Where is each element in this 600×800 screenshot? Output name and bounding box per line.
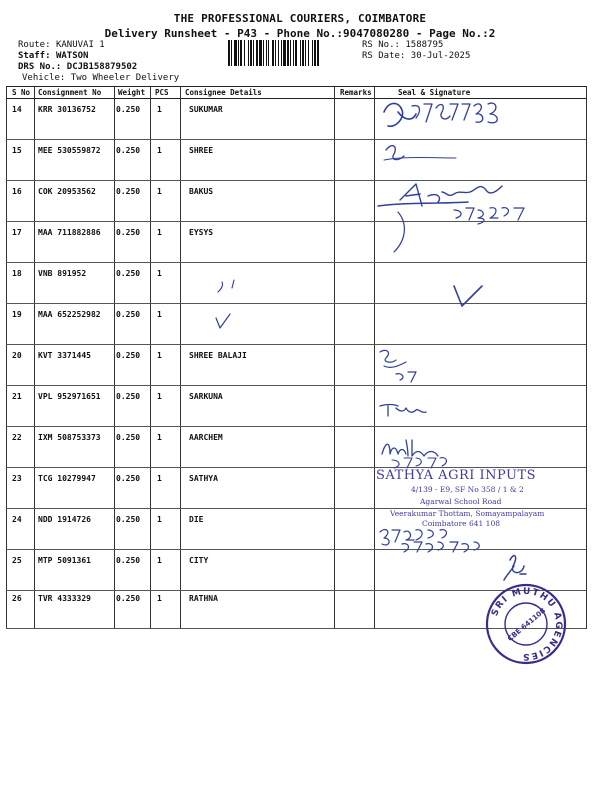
cell-weight: 0.250 [116, 187, 141, 196]
cell-pcs: 1 [157, 515, 162, 524]
cell-pcs: 1 [157, 594, 162, 603]
cell-consignment: TVR 4333329 [38, 594, 91, 603]
table-row [6, 386, 586, 427]
table-row [6, 263, 586, 304]
rs-no-label: RS No.: [362, 40, 400, 50]
sathya-stamp-line3: Veerakumar Thottam, Somayampalayam [390, 509, 545, 518]
rs-date-value: 30-Jul-2025 [410, 51, 471, 61]
cell-pcs: 1 [157, 556, 162, 565]
cell-consignee: SATHYA [189, 474, 218, 483]
cell-consignee: SHREE [189, 146, 214, 155]
cell-weight: 0.250 [116, 105, 141, 114]
cell-sno: 21 [12, 392, 22, 401]
cell-weight: 0.250 [116, 433, 141, 442]
sathya-stamp-name: SATHYA AGRI INPUTS [376, 468, 537, 483]
table-row [6, 99, 586, 140]
staff-label: Staff: [18, 51, 51, 61]
route-label: Route: [18, 40, 51, 50]
cell-weight: 0.250 [116, 594, 141, 603]
cell-weight: 0.250 [116, 228, 141, 237]
table-row [6, 140, 586, 181]
cell-consignment: COK 20953562 [38, 187, 96, 196]
cell-consignee: DIE [189, 515, 204, 524]
cell-consignee: SHREE BALAJI [189, 351, 247, 360]
cell-consignment: VNB 891952 [38, 269, 87, 278]
cell-consignment: KRR 30136752 [38, 105, 96, 114]
cell-consignee: RATHNA [189, 594, 218, 603]
staff-value: WATSON [55, 51, 89, 61]
header-weight: Weight [118, 88, 146, 97]
sathya-stamp-line1: 4/139 - E9, SF No 358 / 1 & 2 [411, 485, 524, 494]
cell-consignment: KVT 3371445 [38, 351, 91, 360]
cell-pcs: 1 [157, 187, 162, 196]
table-row [6, 427, 586, 468]
cell-weight: 0.250 [116, 556, 141, 565]
drs-label: DRS No.: [18, 62, 62, 72]
cell-pcs: 1 [157, 146, 162, 155]
cell-weight: 0.250 [116, 392, 141, 401]
cell-pcs: 1 [157, 433, 162, 442]
rs-date-field [362, 51, 470, 61]
cell-consignment: MAA 711882886 [38, 228, 101, 237]
drs-value: DCJB158879502 [66, 62, 138, 72]
cell-weight: 0.250 [116, 310, 141, 319]
route-value: KANUVAI 1 [55, 40, 105, 50]
cell-sno: 22 [12, 433, 22, 442]
cell-pcs: 1 [157, 351, 162, 360]
cell-sno: 25 [12, 556, 22, 565]
cell-consignment: TCG 10279947 [38, 474, 96, 483]
cell-weight: 0.250 [116, 351, 141, 360]
cell-consignee: SARKUNA [189, 392, 223, 401]
document-subtitle: Delivery Runsheet - P43 - Phone No.:9047080280 - Page No.:2 [104, 27, 496, 40]
cell-weight: 0.250 [116, 269, 141, 278]
cell-sno: 17 [12, 228, 22, 237]
round-stamp-center: CBE 641108 [506, 606, 548, 643]
sathya-stamp-line4: Coimbatore 641 108 [422, 519, 500, 528]
header-seal: Seal & Signature [398, 88, 471, 97]
table-row [6, 181, 586, 222]
cell-consignee: CITY [189, 556, 209, 565]
cell-weight: 0.250 [116, 474, 141, 483]
table-row [6, 222, 586, 263]
cell-pcs: 1 [157, 474, 162, 483]
cell-sno: 18 [12, 269, 22, 278]
route-field [18, 40, 105, 50]
cell-consignment: MTP 5091361 [38, 556, 91, 565]
cell-consignee: EYSYS [189, 228, 214, 237]
header-sno: S No [12, 88, 31, 97]
document-title: THE PROFESSIONAL COURIERS, COIMBATORE [173, 12, 427, 25]
column-line [586, 86, 587, 629]
cell-consignment: NDD 1914726 [38, 515, 91, 524]
vehicle-label: Vehicle: [22, 73, 66, 83]
header-pcs: PCS [155, 88, 169, 97]
table-row [6, 345, 586, 386]
cell-sno: 26 [12, 594, 22, 603]
table-top-rule [6, 86, 586, 87]
rs-no-field [362, 40, 443, 50]
cell-sno: 16 [12, 187, 22, 196]
cell-consignment: VPL 952971651 [38, 392, 101, 401]
cell-pcs: 1 [157, 310, 162, 319]
cell-consignment: IXM 508753373 [38, 433, 101, 442]
cell-sno: 20 [12, 351, 22, 360]
cell-consignee: AARCHEM [189, 433, 223, 442]
cell-pcs: 1 [157, 105, 162, 114]
cell-sno: 24 [12, 515, 22, 524]
cell-sno: 15 [12, 146, 22, 155]
round-stamp-ring-text: SRI MUTHU AGENCIES [490, 586, 564, 662]
rs-no-value: 1588795 [405, 40, 444, 50]
rs-date-label: RS Date: [362, 51, 406, 61]
header-consignment: Consignment No [38, 88, 102, 97]
cell-weight: 0.250 [116, 146, 141, 155]
cell-weight: 0.250 [116, 515, 141, 524]
staff-field [18, 51, 88, 61]
vehicle-field [22, 73, 179, 83]
cell-pcs: 1 [157, 269, 162, 278]
cell-sno: 23 [12, 474, 22, 483]
cell-pcs: 1 [157, 228, 162, 237]
barcode [228, 40, 356, 66]
sathya-stamp-line2: Agarwal School Road [420, 497, 502, 506]
header-consignee: Consignee Details [185, 88, 262, 97]
cell-consignment: MEE 530559872 [38, 146, 101, 155]
vehicle-value: Two Wheeler Delivery [70, 73, 180, 83]
drs-field [18, 62, 137, 72]
cell-consignee: BAKUS [189, 187, 214, 196]
cell-consignment: MAA 652252982 [38, 310, 101, 319]
cell-pcs: 1 [157, 392, 162, 401]
cell-sno: 19 [12, 310, 22, 319]
table-row [6, 304, 586, 345]
cell-sno: 14 [12, 105, 22, 114]
cell-consignee: SUKUMAR [189, 105, 223, 114]
round-agency-stamp [484, 582, 568, 666]
header-remarks: Remarks [340, 88, 372, 97]
